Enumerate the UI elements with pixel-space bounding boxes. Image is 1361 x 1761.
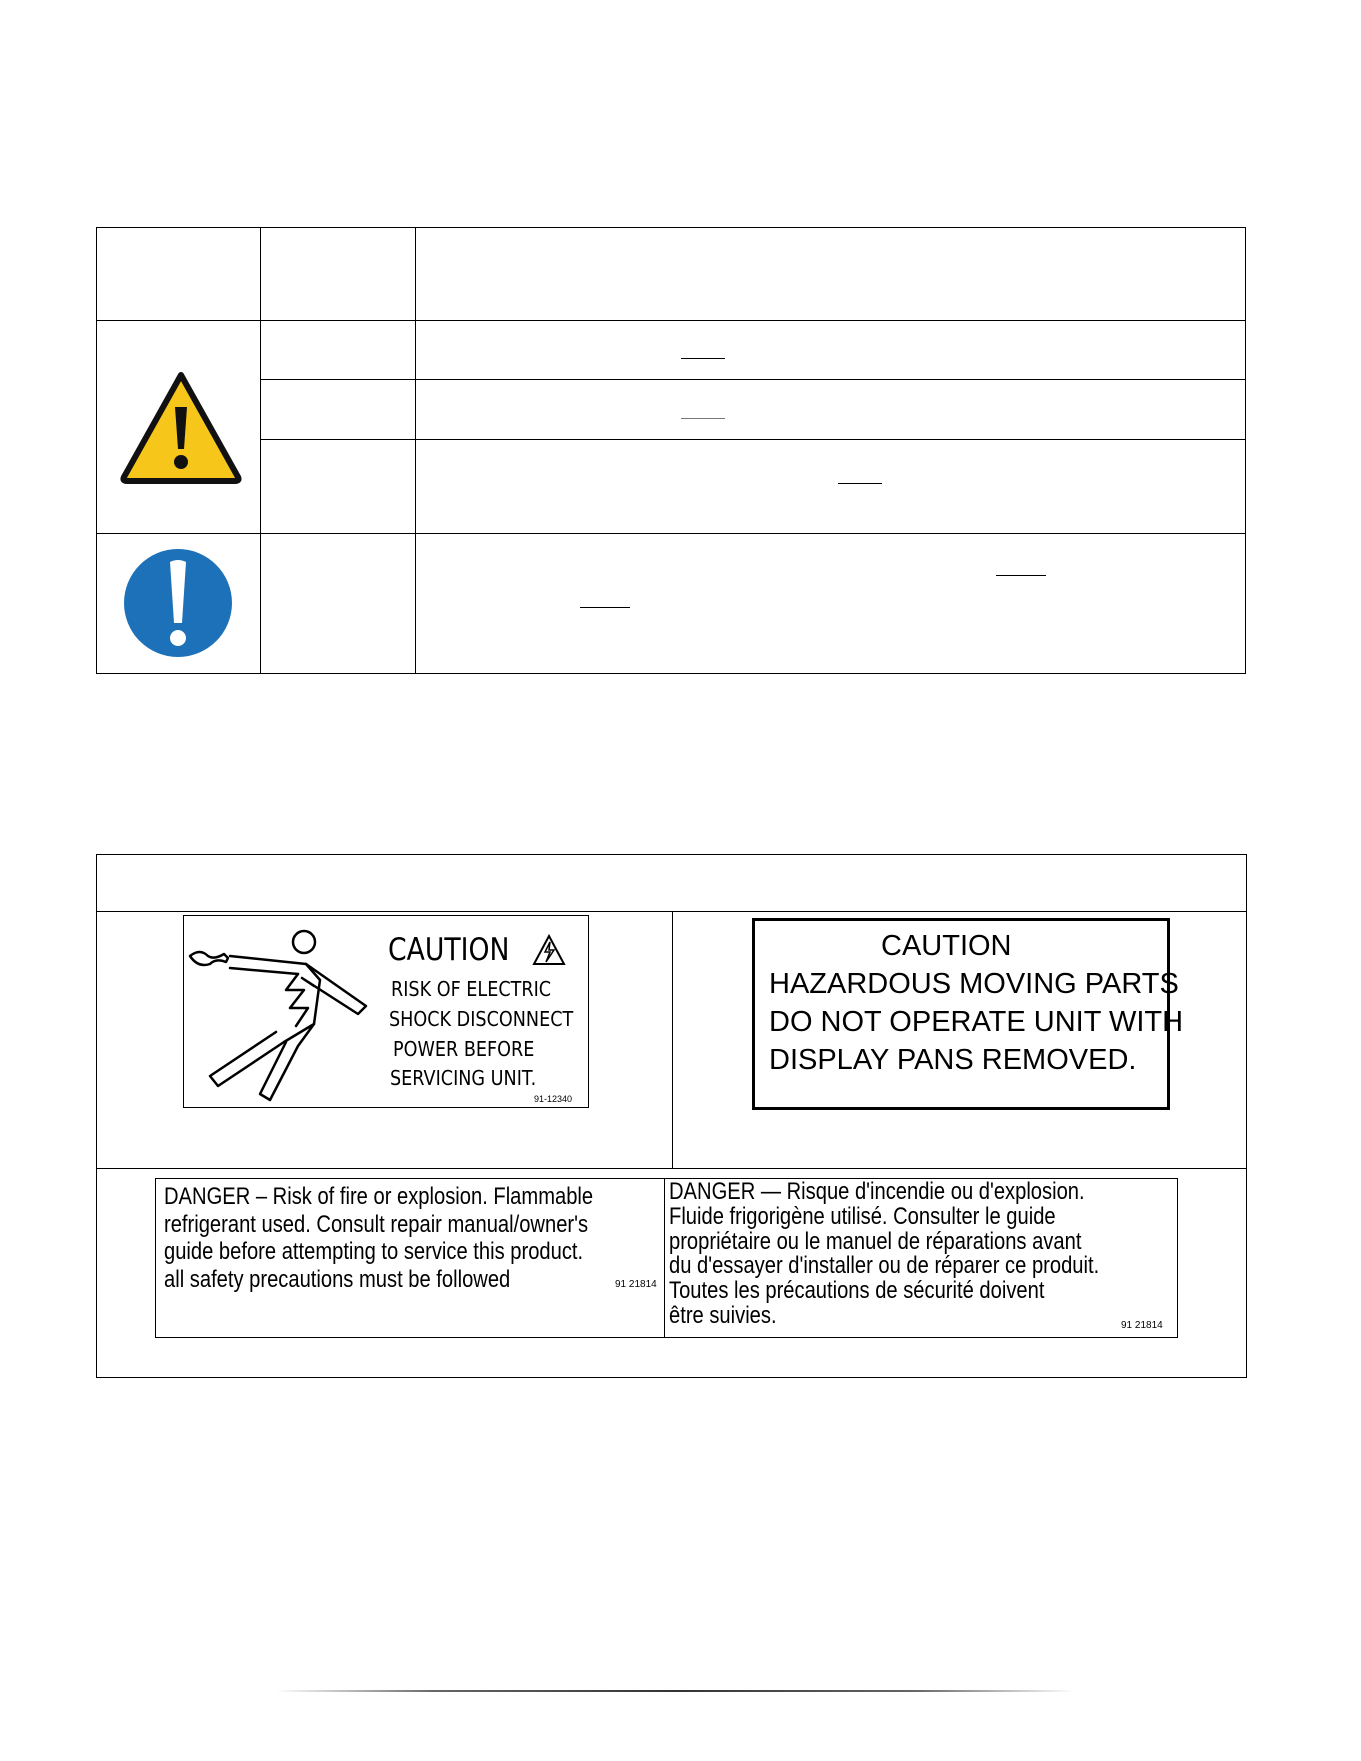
parts-label-line: HAZARDOUS MOVING PARTS	[769, 968, 1179, 1000]
row-divider	[97, 533, 1245, 534]
danger-english-line: guide before attempting to service this product.	[164, 1238, 584, 1265]
row-divider	[97, 320, 1245, 321]
danger-label-code-french: 91 21814	[1121, 1320, 1163, 1331]
mandatory-action-icon	[123, 548, 233, 658]
column-divider	[415, 228, 416, 673]
underline-mark	[681, 358, 725, 359]
underline-mark	[580, 607, 630, 608]
danger-english-line: DANGER – Risk of fire or explosion. Flammable	[164, 1183, 594, 1210]
safety-labels-table	[96, 854, 1247, 1378]
electric-shock-caution-label	[183, 915, 589, 1108]
warning-triangle-icon	[118, 369, 244, 484]
danger-french-line: du d'essayer d'installer ou de réparer ce produit.	[669, 1252, 1100, 1280]
moving-parts-caution-label	[752, 918, 1184, 1110]
column-divider	[672, 911, 673, 1168]
danger-english-line: refrigerant used. Consult repair manual/owner's	[164, 1210, 589, 1238]
danger-label-code-english: 91 21814	[615, 1279, 657, 1290]
shock-label-heading: CAUTION	[388, 932, 510, 968]
danger-french-line: DANGER — Risque d'incendie ou d'explosion.	[669, 1178, 1085, 1205]
row-divider	[260, 379, 1245, 380]
shock-label-code: 91-12340	[533, 1094, 572, 1104]
danger-label-french	[669, 1180, 1099, 1329]
shock-label-line: RISK OF ELECTRIC	[391, 977, 552, 1001]
electric-hazard-triangle-icon	[532, 934, 566, 966]
danger-french-line: être suivies.	[669, 1301, 777, 1329]
danger-french-line: Fluide frigorigène utilisé. Consulter le guide	[669, 1202, 1056, 1230]
underline-mark	[681, 418, 725, 419]
row-divider	[97, 1168, 1246, 1169]
footer-rule	[275, 1690, 1075, 1692]
underline-mark	[996, 575, 1046, 576]
parts-label-line: DO NOT OPERATE UNIT WITH	[769, 1006, 1184, 1038]
danger-label-english	[164, 1183, 593, 1293]
electric-shock-figure-icon	[186, 928, 376, 1103]
danger-french-line: Toutes les précautions de sécurité doivent	[669, 1277, 1045, 1305]
hazard-definition-table	[96, 227, 1246, 674]
danger-french-line: propriétaire ou le manuel de réparations avant	[669, 1227, 1082, 1255]
parts-label-heading: CAUTION	[881, 930, 1012, 962]
column-divider	[260, 228, 261, 673]
parts-label-line: DISPLAY PANS REMOVED.	[769, 1044, 1137, 1076]
language-divider	[664, 1179, 665, 1337]
underline-mark	[838, 483, 882, 484]
shock-label-line: SERVICING UNIT.	[390, 1066, 537, 1090]
row-divider	[260, 439, 1245, 440]
shock-label-line: POWER BEFORE	[393, 1037, 535, 1061]
shock-label-line: SHOCK DISCONNECT	[389, 1007, 574, 1031]
danger-english-line: all safety precautions must be followed	[164, 1265, 511, 1293]
flammable-refrigerant-danger-label	[155, 1178, 1178, 1338]
